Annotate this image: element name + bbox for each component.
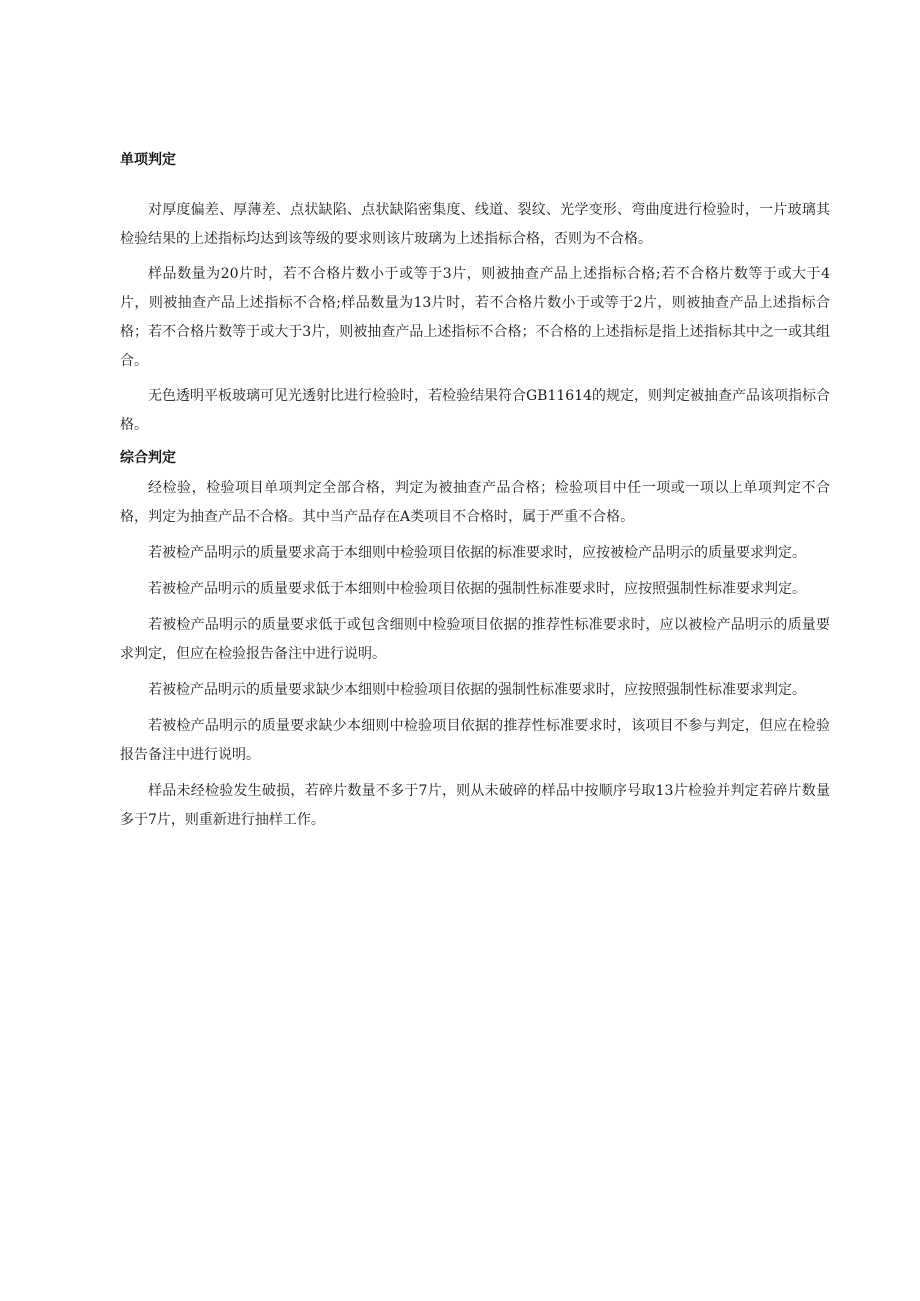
paragraph: 无色透明平板玻璃可见光透射比进行检验时，若检验结果符合GB11614的规定，则判定被抽查产品该项指标合格。	[120, 388, 831, 433]
document-body	[120, 150, 830, 842]
paragraph: 经检验，检验项目单项判定全部合格，判定为被抽查产品合格；检验项目中任一项或一项以上单项判定不合格，判定为抽查产品不合格。其中当产品存在A类项目不合格时，属于严重不合格。	[120, 480, 830, 525]
paragraph: 样品未经检验发生破损，若碎片数量不多于7片，则从未破碎的样品中按顺序号取13片检验并判定若碎片数量多于7片，则重新进行抽样工作。	[120, 783, 830, 828]
paragraph: 若被检产品明示的质量要求缺少本细则中检验项目依据的强制性标准要求时，应按照强制性标准要求判定。	[148, 682, 806, 698]
paragraph: 若被检产品明示的质量要求缺少本细则中检验项目依据的推荐性标准要求时，该项目不参与判定，但应在检验报告备注中进行说明。	[120, 718, 830, 763]
paragraph: 样品数量为20片时，若不合格片数小于或等于3片，则被抽查产品上述指标合格;若不合格片数等于或大于4片，则被抽查产品上述指标不合格;样品数量为13片时，若不合格片数小于或等于2片，则被抽查产品上述指标合格；若不合格片数等于或大于3片，则被抽查产品上述指标不合格；不合格的上述指标是指上述指标其中之一或其组合。	[120, 266, 830, 369]
paragraph: 若被检产品明示的质量要求低于或包含细则中检验项目依据的推荐性标准要求时，应以被检产品明示的质量要求判定，但应在检验报告备注中进行说明。	[120, 617, 830, 662]
paragraph: 对厚度偏差、厚薄差、点状缺陷、点状缺陷密集度、线道、裂纹、光学变形、弯曲度进行检验时，一片玻璃其检验结果的上述指标均达到该等级的要求则该片玻璃为上述指标合格，否则为不合格。	[120, 202, 830, 247]
section-heading-single-item: 单项判定	[120, 152, 176, 168]
section-heading-overall: 综合判定	[120, 450, 176, 466]
paragraph: 若被检产品明示的质量要求低于本细则中检验项目依据的强制性标准要求时，应按照强制性标准要求判定。	[148, 581, 806, 597]
paragraph: 若被检产品明示的质量要求高于本细则中检验项目依据的标准要求时，应按被检产品明示的质量要求判定。	[148, 545, 806, 561]
